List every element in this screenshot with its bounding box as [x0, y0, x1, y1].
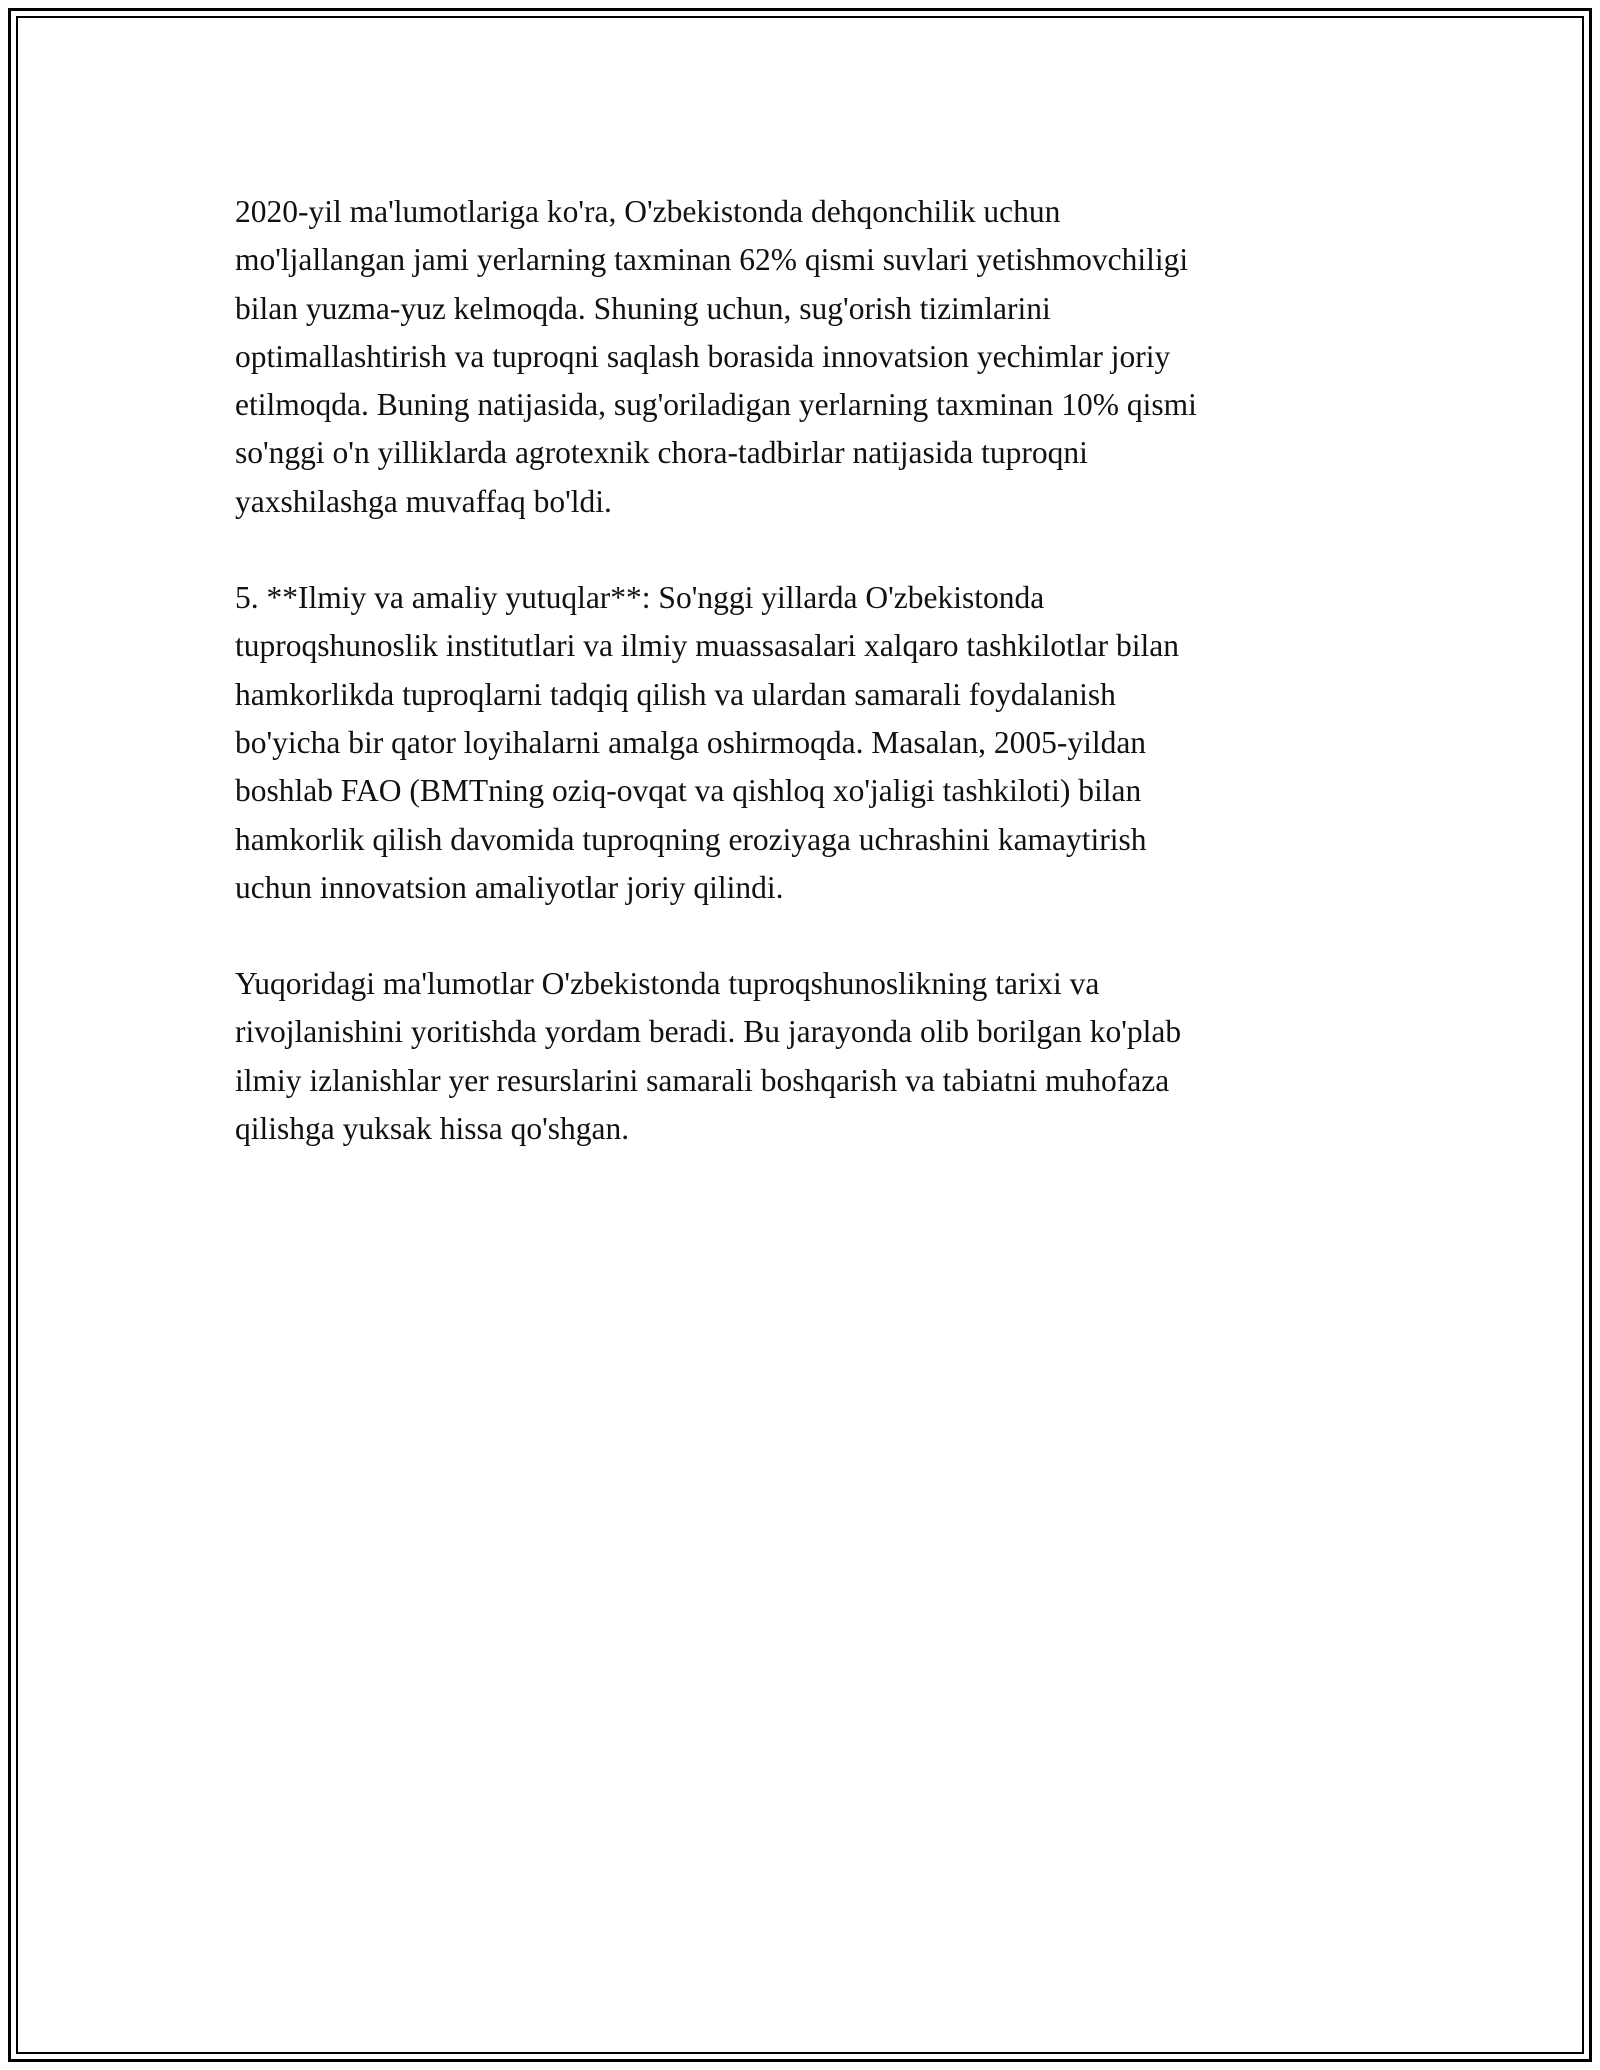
paragraph-water-shortage: 2020-yil ma'lumotlariga ko'ra, O'zbekistonda dehqonchilik uchun mo'ljallangan jami yerlarning taxminan 62% qismi suvlari yetishmovchiligi bilan yuzma-yuz kelmoqda. Shuning uchun, sug'orish tizimlarini optimallashtirish va tuproqni saqlash borasida innovatsion yechimlar joriy etilmoqda. Buning natijasida, sug'oriladigan yerlarning taxminan 10% qismi so'nggi o'n yilliklarda agrotexnik chora-tadbirlar natijasida tuproqni yaxshilashga muvaffaq bo'ldi.: [235, 194, 1197, 519]
paragraph-conclusion: Yuqoridagi ma'lumotlar O'zbekistonda tuproqshunoslikning tarixi va rivojlanishini yoritishda yordam beradi. Bu jarayonda olib borilgan ko'plab ilmiy izlanishlar yer resurslarini samarali boshqarish va tabiatni muhofaza qilishga yuksak hissa qo'shgan.: [235, 966, 1182, 1147]
paragraph-scientific-achievements: 5. **Ilmiy va amaliy yutuqlar**: So'nggi yillarda O'zbekistonda tuproqshunoslik institutlari va ilmiy muassasalari xalqaro tashkilotlar bilan hamkorlikda tuproqlarni tadqiq qilish va ulardan samarali foydalanish bo'yicha bir qator loyihalarni amalga oshirmoqda. Masalan, 2005-yildan boshlab FAO (BMTning oziq-ovqat va qishloq xo'jaligi tashkiloti) bilan hamkorlik qilish davomida tuproqning eroziyaga uchrashini kamaytirish uchun innovatsion amaliyotlar joriy qilindi.: [235, 580, 1179, 905]
document-body: [235, 188, 1365, 1201]
